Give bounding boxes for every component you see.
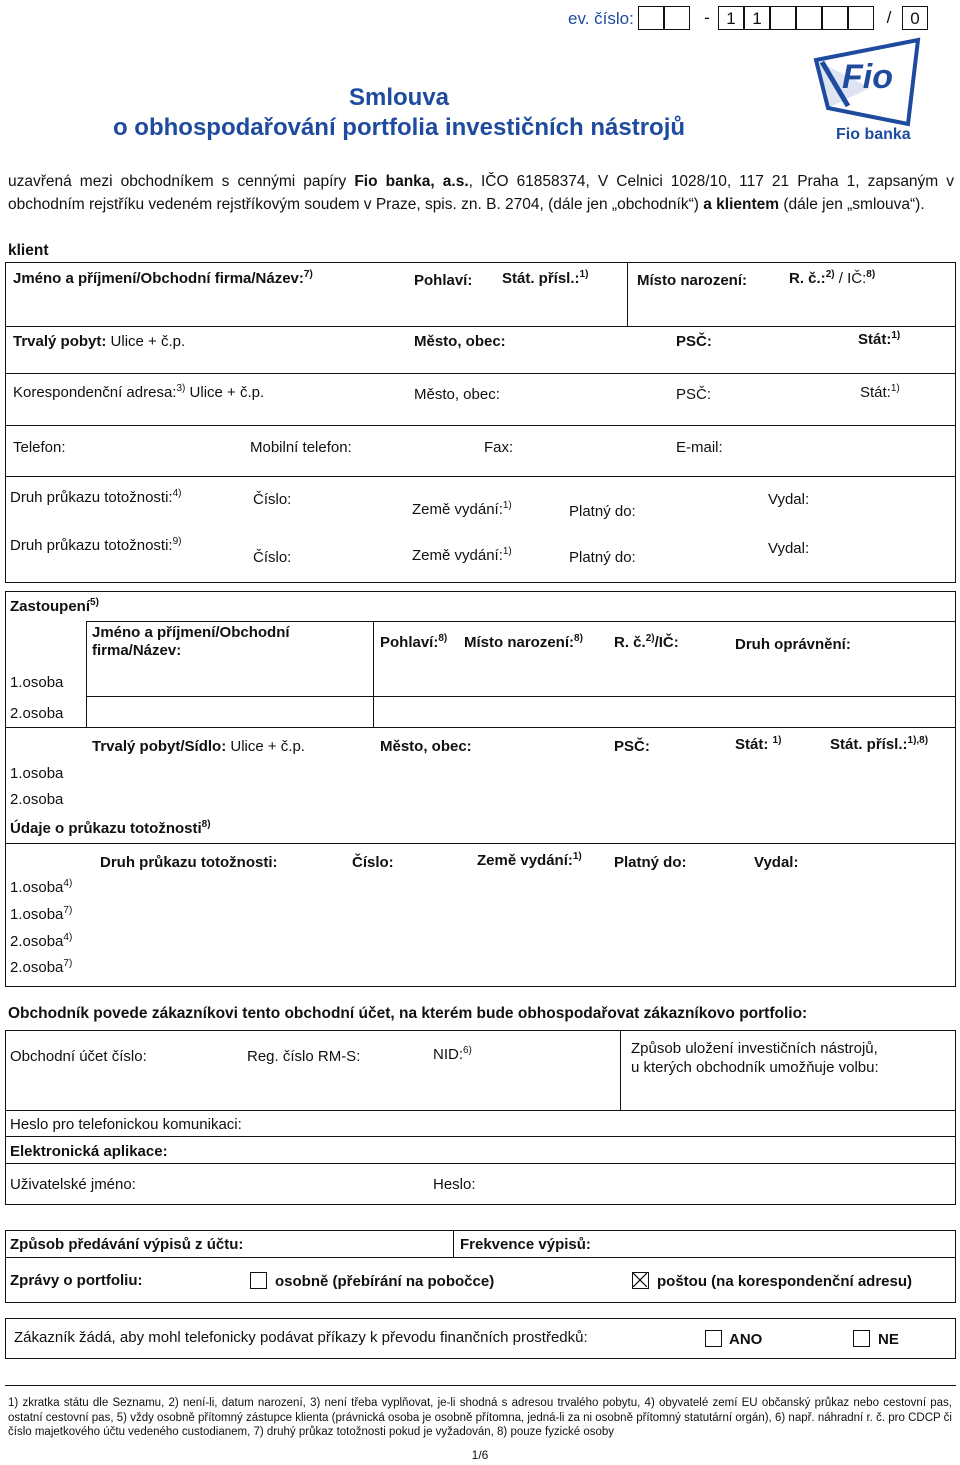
rep-id-valid-label: Platný do:: [614, 854, 687, 871]
id1-number-label: Číslo:: [253, 491, 292, 508]
rep-id-row: 2.osoba$^{7)}$: [10, 958, 73, 976]
rep-name-label: Jméno a příjmení/Obchodní firma/Název:: [92, 624, 290, 659]
id1-issued-label: Vydal:: [768, 491, 810, 508]
contract-digit[interactable]: [638, 6, 664, 30]
client-citizen-label: Stát. přísl.:$^{1)}$: [502, 269, 589, 287]
logo-caption: Fio banka: [836, 126, 911, 143]
account-heading: Obchodník povede zákazníkovi tento obchodní účet, na kterém bude obhospodařovat zákazníkovo portfolio:: [8, 1005, 808, 1022]
contract-digit[interactable]: [848, 6, 874, 30]
rep-id-title: Údaje o průkazu totožnosti$^{8)}$: [10, 819, 211, 837]
contract-digit: -: [704, 8, 710, 27]
contract-digit[interactable]: [664, 6, 690, 30]
rep-res-person1: 1.osoba: [10, 765, 64, 782]
contract-digit[interactable]: 1: [718, 6, 744, 30]
footnotes: 1) zkratka státu dle Seznamu, 2) není-li, datum narození, 3) není třeba vyplňovat, je-li shodná s adresou trvalého pobytu, 4) obyvatelé zemí EU občanský průkaz nebo cestovní pas, ostatní cestovní pas, 5) vždy osobně přítomný zástupce klienta (právnická osoba je osobně přítomna, jedná-li za ni osobně přítomný statutární orgán), 6) např. náhradní r. č. pro CDCP či číslo majetkového účtu vedeného custodianem, 7) druhý průkaz totožnosti pokud je vyžadován, 8) pouze fyzické osoby: [8, 1397, 952, 1438]
corr-city-label: Město, obec:: [414, 386, 500, 403]
statement-method-label: Způsob předávání výpisů z účtu:: [10, 1236, 244, 1253]
eapp-label: Elektronická aplikace:: [10, 1143, 168, 1160]
rep-citizen-label: Stát. přísl.:$^{1),8)}$: [830, 735, 929, 753]
perm-address-label: Trvalý pobyt: Ulice + č.p.: [13, 333, 186, 350]
id2-country-label: Země vydání:$^{1)}$: [412, 546, 512, 564]
fax-label: Fax:: [484, 439, 514, 456]
id2-number-label: Číslo:: [253, 549, 292, 566]
rep-residence-label: Trvalý pobyt/Sídlo: Ulice + č.p.: [92, 738, 305, 755]
no-checkbox[interactable]: [853, 1330, 870, 1347]
contract-digit[interactable]: 1: [744, 6, 770, 30]
rep-id-row: 1.osoba$^{4)}$: [10, 878, 73, 896]
id2-type-label: Druh průkazu totožnosti:$^{9)}$: [10, 536, 182, 554]
phone-orders-text: Zákazník žádá, aby mohl telefonicky podávat příkazy k převodu finančních prostředků:: [14, 1329, 588, 1346]
representation-title: Zastoupení$^{5)}$: [10, 597, 99, 615]
storage-label-1: Způsob uložení investičních nástrojů,: [631, 1040, 878, 1057]
rep-id-issued-label: Vydal:: [754, 854, 799, 871]
phone-password-label: Heslo pro telefonickou komunikaci:: [10, 1116, 242, 1133]
account-no-label: Obchodní účet číslo:: [10, 1048, 147, 1065]
rep-psc-label: PSČ:: [614, 738, 650, 755]
client-gender-label: Pohlaví:: [414, 272, 473, 289]
corr-state-label: Stát:$^{1)}$: [860, 383, 900, 401]
id1-valid-label: Platný do:: [569, 503, 636, 520]
id2-issued-label: Vydal:: [768, 540, 810, 557]
nid-label: NID:$^{6)}$: [433, 1045, 472, 1063]
yes-label: ANO: [729, 1331, 763, 1348]
id2-valid-label: Platný do:: [569, 549, 636, 566]
title-line-1: Smlouva: [348, 84, 450, 111]
rep-gender-label: Pohlaví:$^{8)}$: [380, 633, 448, 651]
post-checkbox[interactable]: [632, 1272, 649, 1289]
id1-country-label: Země vydání:$^{1)}$: [412, 500, 512, 518]
rep-authority-label: Druh oprávnění:: [735, 636, 851, 653]
fio-logo: [808, 36, 930, 144]
reg-label: Reg. číslo RM-S:: [247, 1048, 361, 1065]
portfolio-reports-label: Zprávy o portfoliu:: [10, 1272, 143, 1289]
rep-person2: 2.osoba: [10, 705, 64, 722]
personal-checkbox[interactable]: [250, 1272, 267, 1289]
rep-id-row: 2.osoba$^{4)}$: [10, 932, 73, 950]
rep-id-row: 1.osoba$^{7)}$: [10, 905, 73, 923]
client-birthplace-label: Místo narození:: [637, 272, 748, 289]
phone-label: Telefon:: [13, 439, 66, 456]
logo-text: Fio: [842, 58, 893, 96]
rep-id-type-label: Druh průkazu totožnosti:: [100, 854, 278, 871]
password-label: Heslo:: [433, 1176, 476, 1193]
username-label: Uživatelské jméno:: [10, 1176, 136, 1193]
mobile-label: Mobilní telefon:: [250, 439, 352, 456]
rep-birthplace-label: Místo narození:$^{8)}$: [464, 633, 583, 651]
contract-no-label: ev. číslo:: [568, 9, 634, 28]
rep-res-person2: 2.osoba: [10, 791, 64, 808]
client-rc-label: R. č.:$^{2)}$ / IČ:$^{8)}$: [789, 269, 876, 287]
contract-digit[interactable]: [822, 6, 848, 30]
rep-id-country-label: Země vydání:$^{1)}$: [477, 851, 582, 869]
id1-type-label: Druh průkazu totožnosti:$^{4)}$: [10, 488, 182, 506]
email-label: E-mail:: [676, 439, 723, 456]
perm-state-label: Stát:$^{1)}$: [858, 330, 901, 348]
contract-digit[interactable]: [796, 6, 822, 30]
title-line-2: o obhospodařování portfolia investičních nástrojů: [112, 114, 686, 141]
client-name-label: Jméno a příjmení/Obchodní firma/Název:$^{7)}$: [13, 269, 313, 287]
rep-id-number-label: Číslo:: [352, 854, 394, 871]
perm-psc-label: PSČ:: [676, 333, 712, 350]
corr-address-label: Korespondenční adresa:$^{3)}$ Ulice + č.p.: [13, 383, 265, 401]
corr-psc-label: PSČ:: [676, 386, 712, 403]
contract-digit[interactable]: [770, 6, 796, 30]
rep-person1: 1.osoba: [10, 674, 64, 691]
statement-frequency-label: Frekvence výpisů:: [460, 1236, 591, 1253]
client-name-input[interactable]: [13, 294, 613, 320]
post-label: poštou (na korespondenční adresu): [657, 1273, 913, 1290]
personal-label: osobně (přebírání na pobočce): [275, 1273, 495, 1290]
checkmark-x-icon: [633, 1273, 647, 1287]
contract-digit[interactable]: 0: [902, 6, 928, 30]
rep-state-label: Stát: $^{1)}$: [735, 735, 782, 753]
no-label: NE: [878, 1331, 899, 1348]
perm-city-label: Město, obec:: [414, 333, 506, 350]
rep-city-label: Město, obec:: [380, 738, 472, 755]
yes-checkbox[interactable]: [705, 1330, 722, 1347]
client-label: klient: [8, 242, 49, 259]
intro-paragraph: uzavřená mezi obchodníkem s cennými papíry Fio banka, a.s., IČO 61858374, V Celnici 1028/10, 117 21 Praha 1, zapsaným v obchodním rejstříku vedeném rejstříkovým soudem v Praze, spis. zn. B. 2704, (dále jen „obchodník“) a klientem (dále jen „smlouva“).: [8, 173, 955, 213]
storage-label-2: u kterých obchodník umožňuje volbu:: [631, 1059, 879, 1076]
page-number: 1/6: [471, 1448, 489, 1462]
contract-digit: /: [886, 8, 892, 27]
rep-rc-label: R. č.$^{2)}$/IČ:: [614, 633, 679, 651]
